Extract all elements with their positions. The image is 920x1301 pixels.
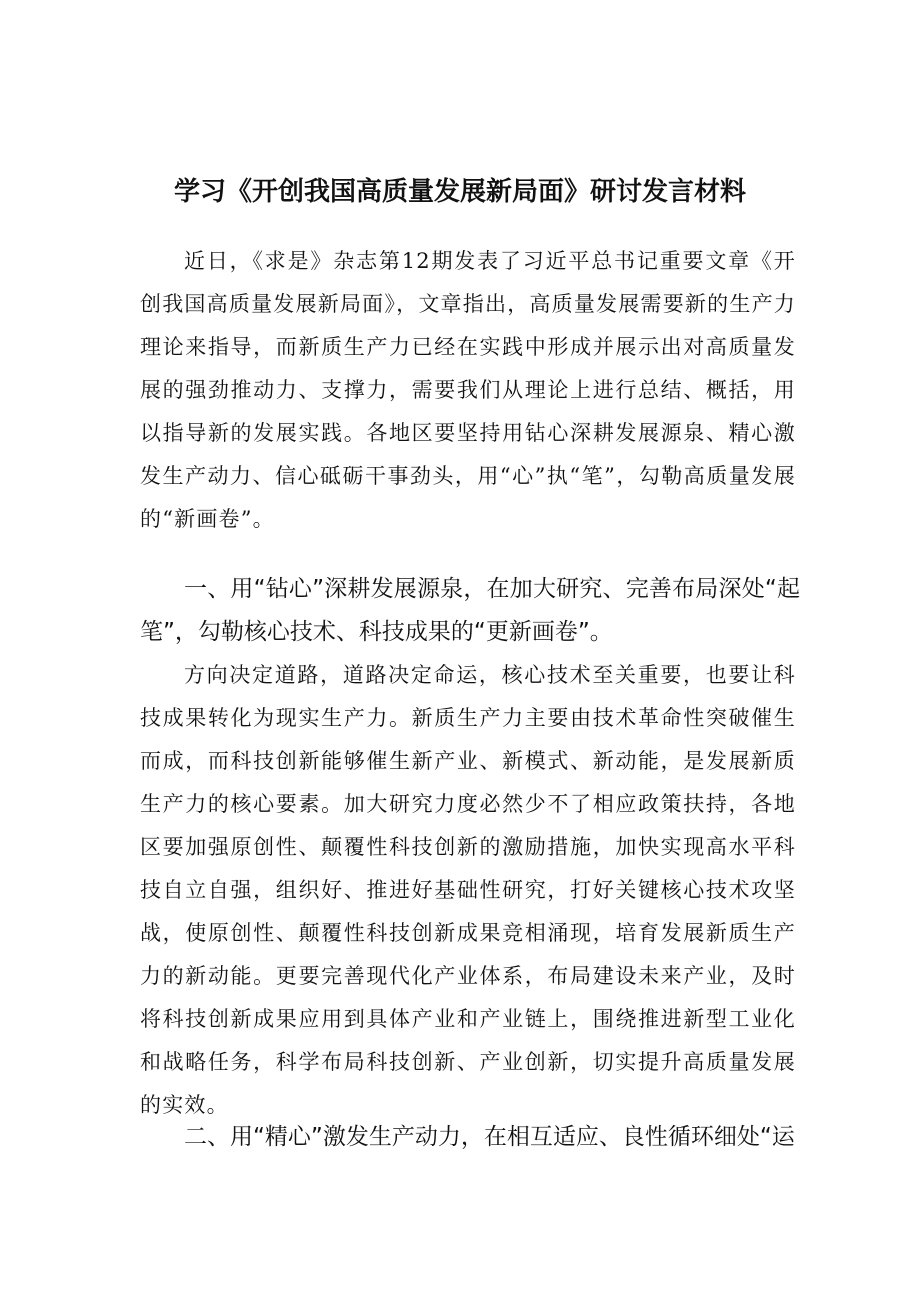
section-1-paragraph: 方向决定道路，道路决定命运，核心技术至关重要，也要让科技成果转化为现实生产力。新质生产力主要由技术革命性突破催生而成，而科技创新能够催生新产业、新模式、新动能，是发展新质生产力的核心要素。加大研究力度必然少不了相应政策扶持，各地区要加强原创性、颠覆性科技创新的激励措施，加快实现高水平科技自立自强，组织好、推进好基础性研究，打好关键核心技术攻坚战，使原创性、颠覆性科技创新成果竞相涌现，培育发展新质生产力的新动能。更要完善现代化产业体系，布局建设未来产业，及时将科技创新成果应用到具体产业和产业链上，围绕推进新型工业化和战略任务，科学布局科技创新、产业创新，切实提升高质量发展的实效。	[140, 663, 796, 1117]
intro-paragraph: 近日，《求是》杂志第12期发表了习近平总书记重要文章《开创我国高质量发展新局面》，文章指出，高质量发展需要新的生产力理论来指导，而新质生产力已经在实践中形成并展示出对高质量发展的强劲推动力、支撑力，需要我们从理论上进行总结、概括，用以指导新的发展实践。各地区要坚持用钻心深耕发展源泉、精心激发生产动力、信心砥砺干事劲头，用“心”执“笔”，勾勒高质量发展的“新画卷”。	[140, 249, 796, 531]
section-heading-1: 一、用“钻心”深耕发展源泉，在加大研究、完善布局深处“起笔”，勾勒核心技术、科技成果的“更新画卷”。	[140, 576, 800, 645]
section-heading-2: 二、用“精心”激发生产动力，在相互适应、良性循环细处“运	[184, 1124, 795, 1150]
document-title: 学习《开创我国高质量发展新局面》研讨发言材料	[173, 177, 746, 207]
